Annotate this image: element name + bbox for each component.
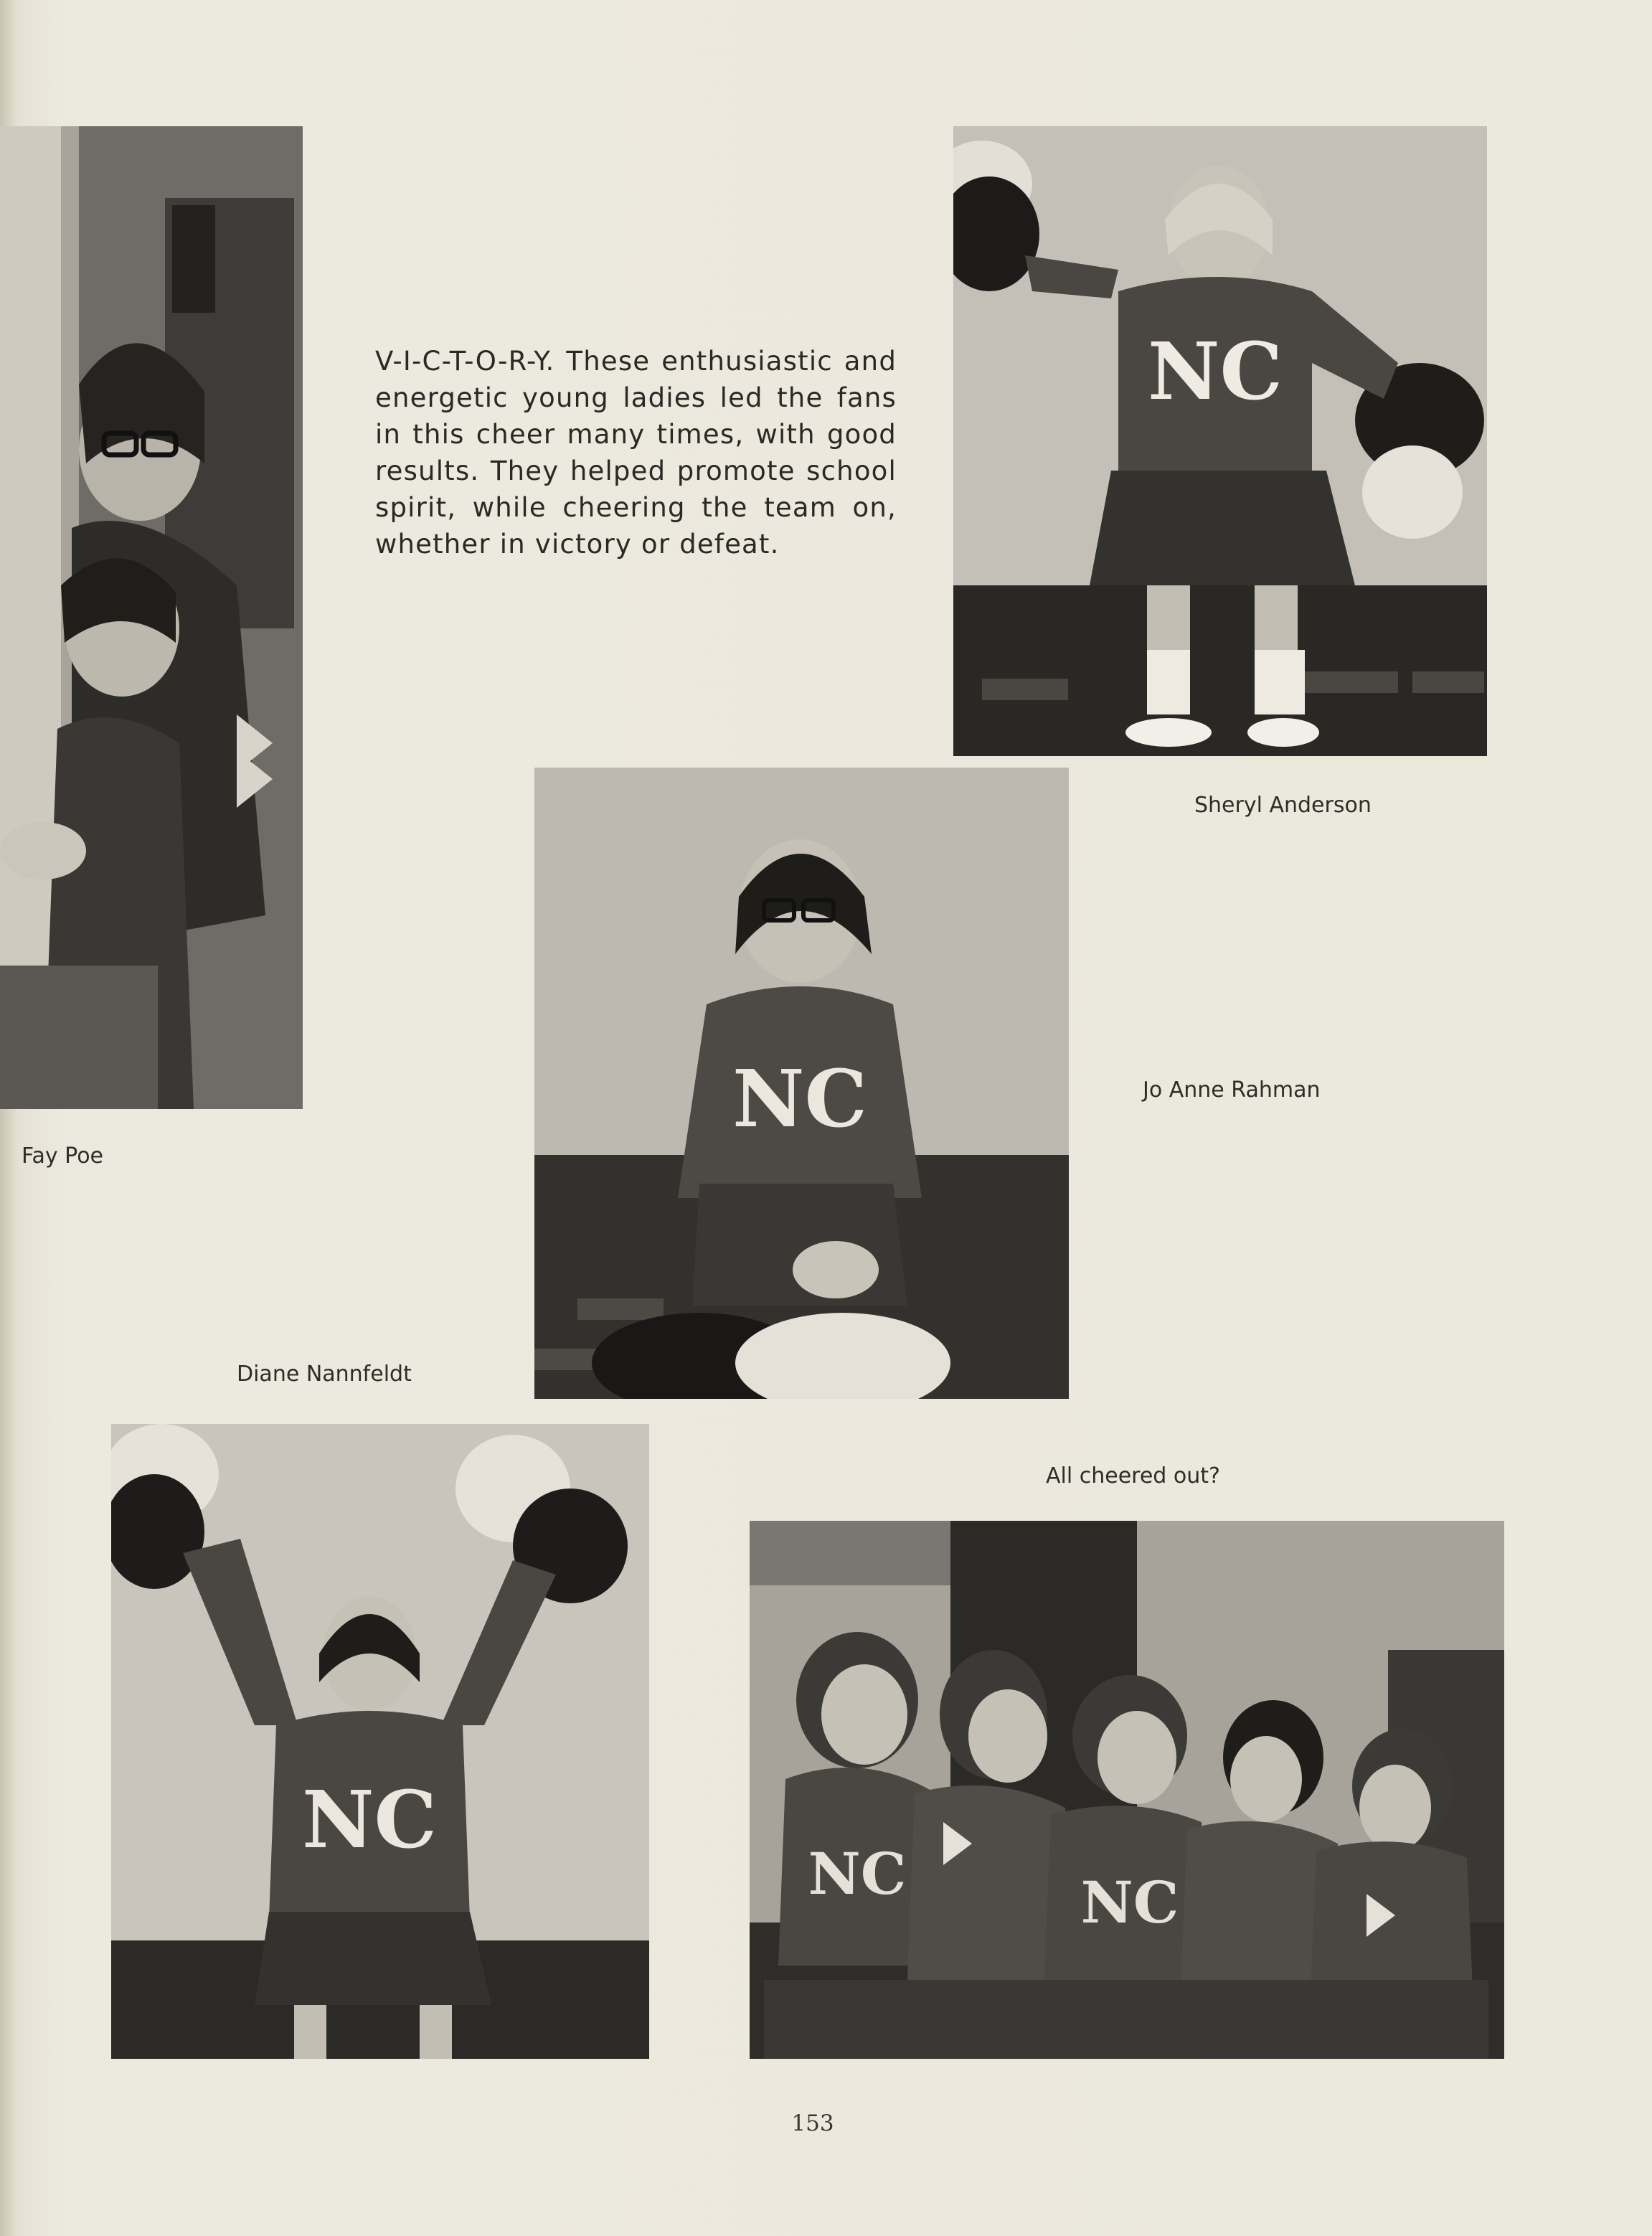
page-number: 153: [791, 2110, 834, 2136]
nc-letters: NC: [1080, 1869, 1179, 1936]
caption-diane-nannfeldt: Diane Nannfeldt: [237, 1362, 412, 1387]
photo-all-cheered-out: [750, 1521, 1504, 2059]
caption-sheryl-anderson: Sheryl Anderson: [1194, 793, 1372, 818]
photo-fay-poe: [0, 126, 303, 1109]
nc-letters: NC: [1147, 325, 1283, 418]
intro-paragraph: V-I-C-T-O-R-Y. These enthusiastic and energetic young ladies led the fans in this cheer many times, with good results. They helped promote school spirit, while cheering the team on, whether in victory or defeat.: [375, 346, 897, 560]
photo-diane-nannfeldt: [111, 1424, 649, 2059]
photo-jo-anne-rahman: [534, 768, 1069, 1399]
nc-letters: NC: [301, 1773, 438, 1866]
caption-fay-poe: Fay Poe: [22, 1143, 104, 1169]
caption-all-cheered-out: All cheered out?: [1046, 1463, 1220, 1489]
caption-jo-anne-rahman: Jo Anne Rahman: [1143, 1077, 1321, 1103]
nc-letters: NC: [808, 1840, 907, 1907]
photo-sheryl-anderson: [953, 126, 1487, 756]
nc-letters: NC: [732, 1052, 868, 1145]
